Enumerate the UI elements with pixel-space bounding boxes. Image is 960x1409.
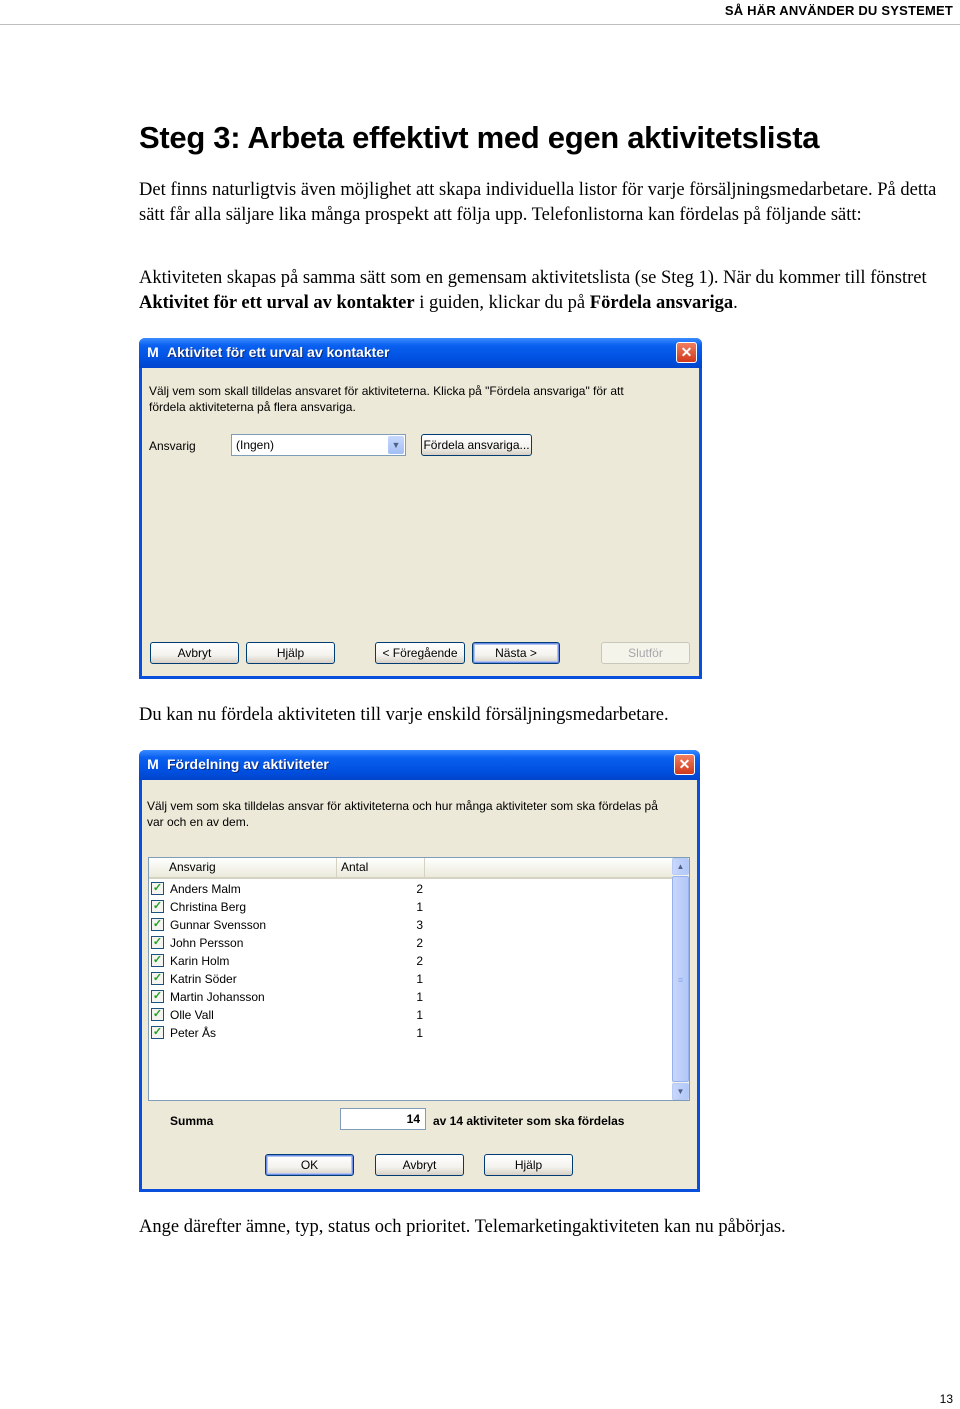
- sum-label: Summa: [170, 1114, 214, 1128]
- running-title: SÅ HÄR ANVÄNDER DU SYSTEMET: [724, 3, 953, 18]
- row-name: Christina Berg: [170, 900, 247, 914]
- vertical-scrollbar[interactable]: [672, 858, 689, 1100]
- instruction-paragraph: [139, 266, 954, 315]
- para2-text-2: i guiden, klickar du på: [414, 292, 590, 313]
- chevron-down-icon[interactable]: ▼: [388, 436, 404, 454]
- checkbox[interactable]: ✓: [152, 1026, 163, 1038]
- sum-description: av 14 aktiviteter som ska fördelas: [433, 1114, 625, 1128]
- ansvarig-select[interactable]: [231, 434, 406, 456]
- help-button[interactable]: Hjälp: [484, 1154, 573, 1176]
- checkbox[interactable]: ✓: [152, 990, 163, 1002]
- intro-paragraph: Det finns naturligtvis även möjlighet att skapa individuella listor för varje försäljningsmedarbetare. På detta sätt får alla säljare lika många prospekt att följa upp. Telefonlistorna kan fördelas på följande sätt:: [139, 180, 937, 225]
- row-count[interactable]: 1: [416, 990, 423, 1004]
- ok-button[interactable]: OK: [265, 1154, 354, 1176]
- row-name: Peter Ås: [170, 1026, 217, 1040]
- row-count[interactable]: 1: [416, 900, 423, 914]
- para2-bold-window-name: Aktivitet för ett urval av kontakter: [139, 292, 415, 313]
- previous-button[interactable]: < Föregående: [375, 642, 465, 664]
- dialog2-title: Fördelning av aktiviteter: [167, 756, 329, 772]
- next-button[interactable]: Nästa >: [472, 642, 560, 664]
- dialog2-titlebar[interactable]: [139, 750, 700, 780]
- scroll-down-icon[interactable]: ▼: [672, 1083, 689, 1100]
- row-count[interactable]: 1: [416, 972, 423, 986]
- close-icon[interactable]: ✕: [676, 342, 697, 363]
- distribution-dialog: [139, 750, 700, 1192]
- list-header: [149, 858, 674, 879]
- dialog1-client: [142, 368, 699, 676]
- checkbox[interactable]: ✓: [152, 972, 163, 984]
- row-name: Karin Holm: [170, 954, 230, 968]
- checkbox[interactable]: ✓: [152, 882, 163, 894]
- final-paragraph: Ange därefter ämne, typ, status och prioritet. Telemarketingaktiviteten kan nu påbörjas.: [139, 1217, 786, 1237]
- ansvarig-select-value: (Ingen): [236, 438, 275, 452]
- row-name: Katrin Söder: [170, 972, 237, 986]
- dialog1-title: Aktivitet för ett urval av kontakter: [167, 344, 390, 360]
- checkbox[interactable]: ✓: [152, 954, 163, 966]
- row-count[interactable]: 2: [416, 954, 423, 968]
- close-icon[interactable]: ✕: [674, 754, 695, 775]
- dialog2-instruction: Välj vem som ska tilldelas ansvar för aktiviteterna och hur många aktiviteter som ska fördelas på var och en av dem.: [147, 799, 658, 829]
- row-count[interactable]: 3: [416, 918, 423, 932]
- help-button[interactable]: Hjälp: [246, 642, 335, 664]
- para2-text-3: .: [733, 292, 738, 313]
- ansvarig-label: Ansvarig: [149, 439, 196, 453]
- dialog1-titlebar[interactable]: [139, 338, 702, 368]
- column-header-antal[interactable]: Antal: [337, 858, 425, 877]
- app-logo-icon: M: [147, 344, 159, 360]
- cancel-button[interactable]: Avbryt: [150, 642, 239, 664]
- page-number: 13: [939, 1392, 953, 1406]
- scroll-up-icon[interactable]: ▲: [672, 858, 689, 875]
- distribute-paragraph: Du kan nu fördela aktiviteten till varje enskild försäljningsmedarbetare.: [139, 705, 669, 725]
- row-count[interactable]: 2: [416, 936, 423, 950]
- checkbox[interactable]: ✓: [152, 900, 163, 912]
- checkbox[interactable]: ✓: [152, 918, 163, 930]
- dialog1-instruction: Välj vem som skall tilldelas ansvaret för aktiviteterna. Klicka på "Fördela ansvariga" för att fördela aktiviteterna på flera ansvariga.: [149, 384, 624, 414]
- row-count[interactable]: 1: [416, 1008, 423, 1022]
- app-logo-icon: M: [147, 756, 159, 772]
- row-name: Anders Malm: [170, 882, 241, 896]
- sum-field: 14: [340, 1108, 426, 1130]
- cancel-button[interactable]: Avbryt: [375, 1154, 464, 1176]
- para2-bold-button-name: Fördela ansvariga: [589, 292, 734, 313]
- running-header: [0, 0, 960, 25]
- distribute-responsibles-button[interactable]: Fördela ansvariga...: [421, 434, 532, 456]
- row-count[interactable]: 1: [416, 1026, 423, 1040]
- checkbox[interactable]: ✓: [152, 936, 163, 948]
- dialog2-client: [142, 780, 697, 1189]
- finish-button[interactable]: Slutför: [601, 642, 690, 664]
- column-header-ansvarig[interactable]: Ansvarig: [165, 858, 337, 877]
- row-name: Olle Vall: [170, 1008, 214, 1022]
- responsibles-list[interactable]: [148, 857, 690, 1101]
- scroll-thumb[interactable]: ≡: [672, 876, 689, 1082]
- section-title: Steg 3: Arbeta effektivt med egen aktivitetslista: [139, 120, 820, 155]
- row-name: Gunnar Svensson: [170, 918, 267, 932]
- checkbox[interactable]: ✓: [152, 1008, 163, 1020]
- activity-selection-dialog: [139, 338, 702, 679]
- row-count[interactable]: 2: [416, 882, 423, 896]
- para2-text-1: Aktiviteten skapas på samma sätt som en gemensam aktivitetslista (se Steg 1). När du kommer till fönstret: [139, 268, 927, 288]
- row-name: Martin Johansson: [170, 990, 265, 1004]
- row-name: John Persson: [170, 936, 244, 950]
